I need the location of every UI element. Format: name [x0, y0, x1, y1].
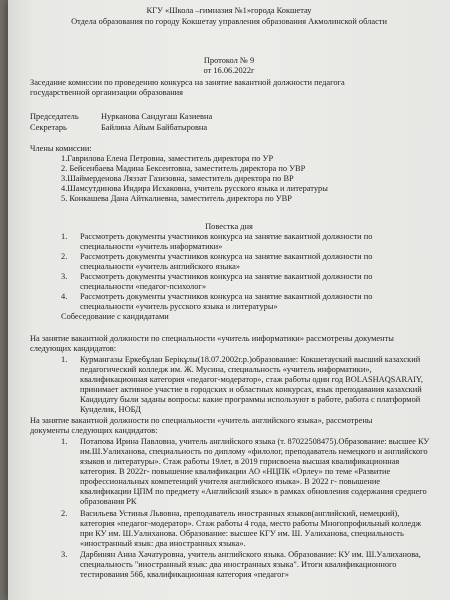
candidate-text-line: им.Ш.Уалиханова, специальность по диплому «филолог, преподаватель немецкого и английского — [80, 447, 428, 456]
meeting-title-line1: Заседание комиссии по проведению конкурса на занятие вакантной должности педагога — [30, 78, 345, 87]
candidate-text-line: Васильева Устинья Львовна, преподаватель иностранных языков(английский, немецкий), — [80, 509, 400, 518]
agenda-item-line: специальности «учитель русского языка и литературы» — [80, 302, 278, 311]
candidate-text-line: специальность "иностранный язык: два иностранных языка". Итоги квалификационного — [80, 560, 397, 569]
candidate-text-line: принимает активное участие в городских и областных конкурсах, язык преподавания казахский — [80, 385, 422, 394]
member-item: 3.Шаймерденова Ляззат Газизовна, заместитель директора по ВР — [61, 174, 294, 183]
informatics-intro-line1: На занятие вакантной должности по специальности «учитель информатики» рассмотрены документы — [30, 334, 394, 343]
school-name-line: КГУ «Школа –гимназия №1»города Кокшетау — [146, 6, 312, 15]
candidate-text-line: квалификационная категория «педагог-модератор», стаж работы один год BOLASHAQSARAIY, — [80, 375, 423, 384]
candidate-text-line: Потапова Ирина Павловна, учитель английского языка (т. 87022508475).Образование: высшее КУ — [80, 437, 430, 446]
candidate-text-line: педагогический колледж им. Ж. Мусина, специальность «учитель информатики», — [80, 365, 372, 374]
candidate-text-line: квалификации ЦПМ по предмету «Английский язык» в рамках обновления содержания среднего — [80, 487, 427, 496]
protocol-number: Протокол № 9 — [203, 56, 255, 65]
agenda-interview: Собеседование с кандидатами — [61, 312, 169, 321]
candidate-text-line: тестирования 56б, квалификационная категория «педагог» — [80, 570, 289, 579]
document-page — [8, 0, 450, 600]
members-heading: Члены комиссии: — [30, 144, 92, 153]
protocol-date: от 16.06.2022г — [203, 66, 255, 75]
member-item: 4.Шамсутдинова Индира Исхаковна, учитель русского языка и литературы — [61, 184, 328, 193]
meeting-title-line2: государственной организации образования — [30, 88, 184, 97]
candidate-text-line: Дарбинян Анна Хачатуровна, учитель английского языка. Образование: КУ им. Ш.Уалиханова, — [80, 550, 421, 559]
candidate-number: 2. — [61, 509, 68, 518]
informatics-intro-line2: следующих кандидатов: — [30, 344, 117, 353]
agenda-item-line: Рассмотреть документы участников конкурса на занятие вакантной должности по — [80, 252, 373, 261]
english-intro-line1: На занятие вакантной должности по специальности «учитель английского языка», рассмотрены — [30, 416, 373, 425]
candidate-text-line: «иностранный язык: два иностранных языка». — [80, 539, 246, 548]
member-item: 5. Конкашева Дана Айткалиевна, заместитель директора по УВР — [61, 194, 292, 203]
candidate-number: 3. — [61, 550, 68, 559]
agenda-item-number: 4. — [61, 292, 68, 301]
candidate-text-line: Кандидату были заданы вопросы: какие программы используют в работе, работа с платформой — [80, 395, 421, 404]
secretary-name: Байлина Айым Байбатыровна — [101, 123, 208, 132]
candidate-text-line: категория «педагог-модератор». Стаж работы 4 года, место работы Многопрофильный колледж — [80, 519, 422, 528]
secretary-label: Секретарь — [30, 123, 67, 132]
candidate-text-line: при КУ им. Ш.Уалиханова. Образование: высшее КГУ им. Ш. Уалиханова, специальность — [80, 529, 404, 538]
chair-name: Нурканова Сандугаш Казиевна — [101, 112, 213, 121]
candidate-text-line: языков и литературы». Стаж работы 19лет, в 2019 гприсвоена высшая квалификационная — [80, 457, 400, 466]
candidate-text-line: Курмангазы Еркебұлан Берікұлы(18.07.2002г.р.)образование: Кокшетауский высший казахский — [80, 355, 421, 364]
agenda-item-line: Рассмотреть документы участников конкурса на занятие вакантной должности по — [80, 232, 373, 241]
member-item: 2. Бейсенбаева Мадина Бексеитовна, заместитель директора по УВР — [61, 164, 306, 173]
chair-label: Председатель — [30, 112, 79, 121]
agenda-item-number: 3. — [61, 272, 68, 281]
agenda-item-number: 2. — [61, 252, 68, 261]
agenda-item-number: 1. — [61, 232, 68, 241]
candidate-text-line: профессиональных компетенций учителя английского языка». В 2022 г- повышение — [80, 477, 381, 486]
candidate-number: 1. — [61, 437, 68, 446]
agenda-heading: Повестка дня — [205, 222, 253, 231]
candidate-number: 1. — [61, 355, 68, 364]
agenda-item-line: специальности «учитель информатики» — [80, 242, 223, 251]
member-item: 1.Гаврилова Елена Петровна, заместитель директора по УР — [61, 154, 274, 163]
agenda-item-line: специальности «учитель английского языка» — [80, 262, 241, 271]
english-intro-line2: документы следующих кандидатов: — [30, 426, 158, 435]
agenda-item-line: специальности «педагог-психолог» — [80, 282, 207, 291]
candidate-text-line: образования РК — [80, 497, 137, 506]
agenda-item-line: Рассмотреть документы участников конкурса на занятие вакантной должности по — [80, 292, 373, 301]
candidate-text-line: Кунделик, НОБД — [80, 405, 141, 414]
agenda-item-line: Рассмотреть документы участников конкурса на занятие вакантной должности по — [80, 272, 373, 281]
department-line: Отдела образования по городу Кокшетау управления образования Акмолинской области — [71, 17, 387, 26]
candidate-text-line: категория. В 2022г- повышение квалификации АО «НЦПК «Орлеу» по теме «Развитие — [80, 467, 391, 476]
